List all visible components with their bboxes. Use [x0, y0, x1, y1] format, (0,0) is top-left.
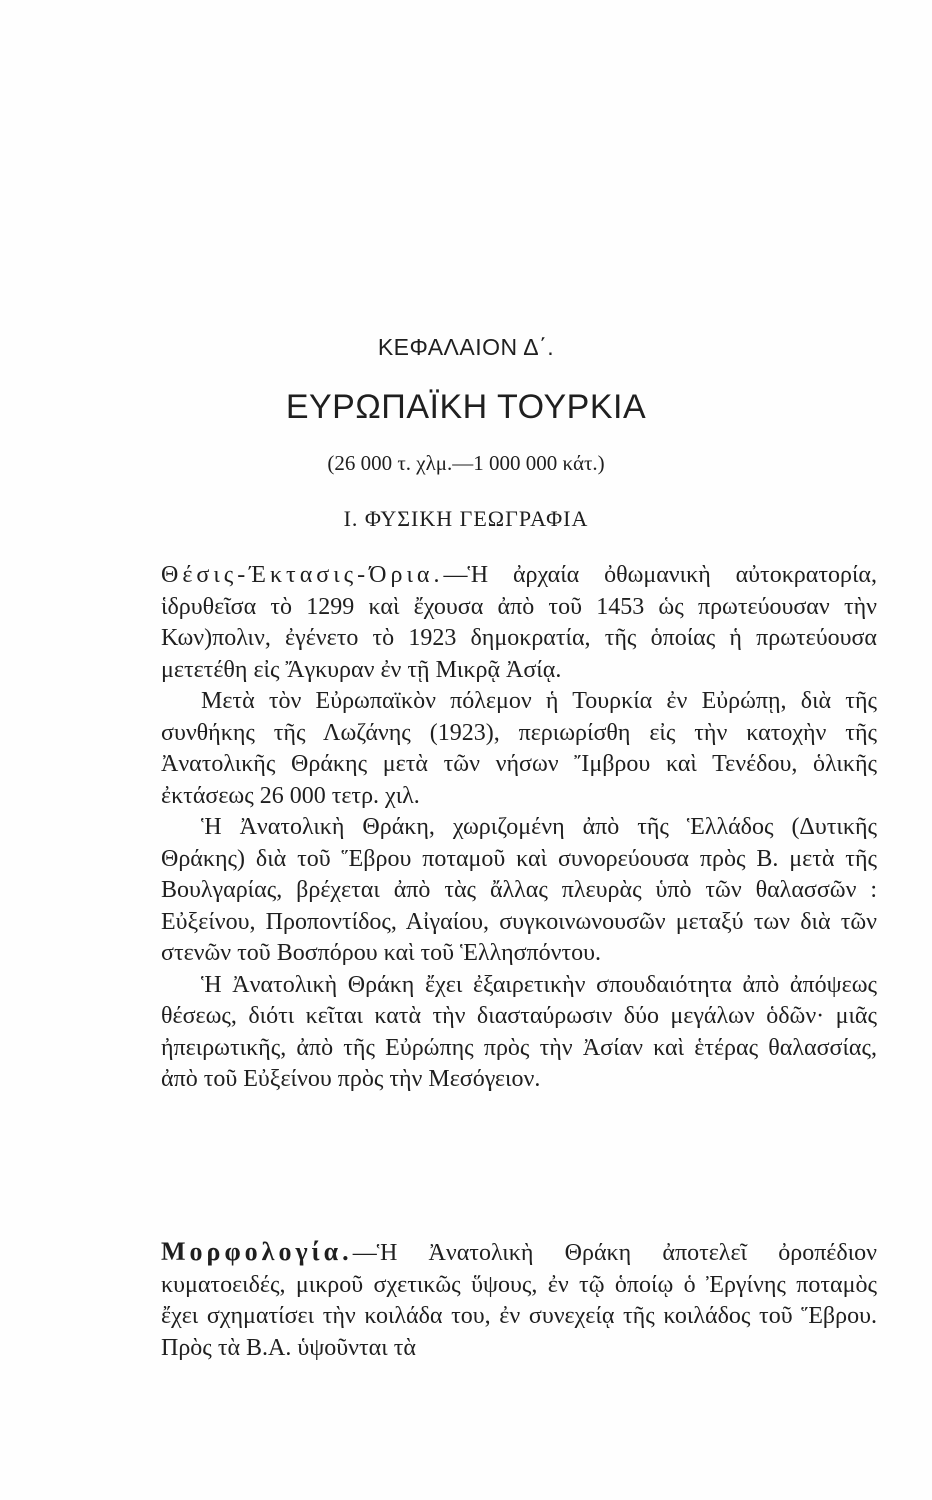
- paragraph-position: [161, 560, 877, 686]
- chapter-label: ΚΕΦΑΛΑΙΟΝ Δ΄.: [377, 334, 555, 360]
- section-heading: Ι. ΦΥΣΙΚΗ ΓΕΩΓΡΑΦΙΑ: [343, 506, 589, 531]
- paragraph-borders: Ἡ Ἀνατολικὴ Θράκη, χωριζομένη ἀπὸ τῆς Ἑλλάδος (Δυτικῆς Θράκης) διὰ τοῦ Ἕβρου ποταμοῦ καὶ συνορεύουσα πρὸς Β. μετὰ τῆς Βουλγαρίας, βρέχεται ἀπὸ τὰς ἄλλας πλευρὰς ὑπὸ τῶν θαλασσῶν : Εὐξείνου, Προποντίδος, Αἰγαίου, συγκοινωνουσῶν μεταξύ των διὰ τῶν στενῶν τοῦ Βοσπόρου καὶ τοῦ Ἑλλησπόντου.: [161, 814, 877, 966]
- paragraph-text: —Ἡ ἀρχαία ὀθωμανικὴ αὐτοκρατορία, ἱδρυθεῖσα τὸ 1299 καὶ ἔχουσα ἀπὸ τοῦ 1453 ὡς πρωτεύουσαν τὴν Κων)πολιν, ἐγένετο τὸ 1923 δημοκρατία, τῆς ὁποίας ἡ πρωτεύουσα μετετέθη εἰς Ἄγκυραν ἐν τῇ Μικρᾷ Ἀσίᾳ.: [161, 562, 877, 683]
- paragraph-importance: Ἡ Ἀνατολικὴ Θράκη ἔχει ἐξαιρετικὴν σπουδαιότητα ἀπὸ ἀπόψεως θέσεως, διότι κεῖται κατὰ τὴν διασταύρωσιν δύο μεγάλων ὁδῶν· μιᾶς ἠπειρωτικῆς, ἀπὸ τῆς Εὐρώπης πρὸς τὴν Ἀσίαν καὶ ἑτέρας θαλασσίας, ἀπὸ τοῦ Εὐξείνου πρὸς τὴν Μεσόγειον.: [161, 971, 877, 1092]
- chapter-title: ΕΥΡΩΠΑΪΚΗ ΤΟΥΡΚΙΑ: [285, 388, 647, 426]
- morphology-text: [161, 1236, 877, 1364]
- paragraph-treaty: Μετὰ τὸν Εὐρωπαϊκὸν πόλεμον ἡ Τουρκία ἐν Εὐρώπῃ, διὰ τῆς συνθήκης τῆς Λωζάνης (1923), περιωρίσθη εἰς τὴν κατοχὴν τῆς Ἀνατολικῆς Θράκης μετὰ τῶν νήσων Ἴμβρου καὶ Τενέδου, ὁλικῆς ἐκτάσεως 26 000 τετρ. χιλ.: [161, 688, 877, 809]
- chapter-subtitle: (26 000 τ. χλμ.—1 000 000 κάτ.): [327, 451, 605, 475]
- paragraph-lead: Θέσις-Έκτασις-Όρια.: [161, 562, 444, 588]
- morphology-lead: Μορφολογία.: [161, 1237, 353, 1266]
- main-text: [161, 560, 877, 1096]
- paragraph-morphology: [161, 1236, 877, 1364]
- morphology-body: —Ἡ Ἀνατολικὴ Θράκη ἀποτελεῖ ὀροπέδιον κυματοειδές, μικροῦ σχετικῶς ὕψους, ἐν τῷ ὁποίῳ ὁ Ἐργίνης ποταμὸς ἔχει σχηματίσει τὴν κοιλάδα του, ἐν συνεχείᾳ τῆς κοιλάδος τοῦ Ἕβρου. Πρὸς τὰ Β.Α. ὑψοῦνται τὰ: [161, 1240, 877, 1361]
